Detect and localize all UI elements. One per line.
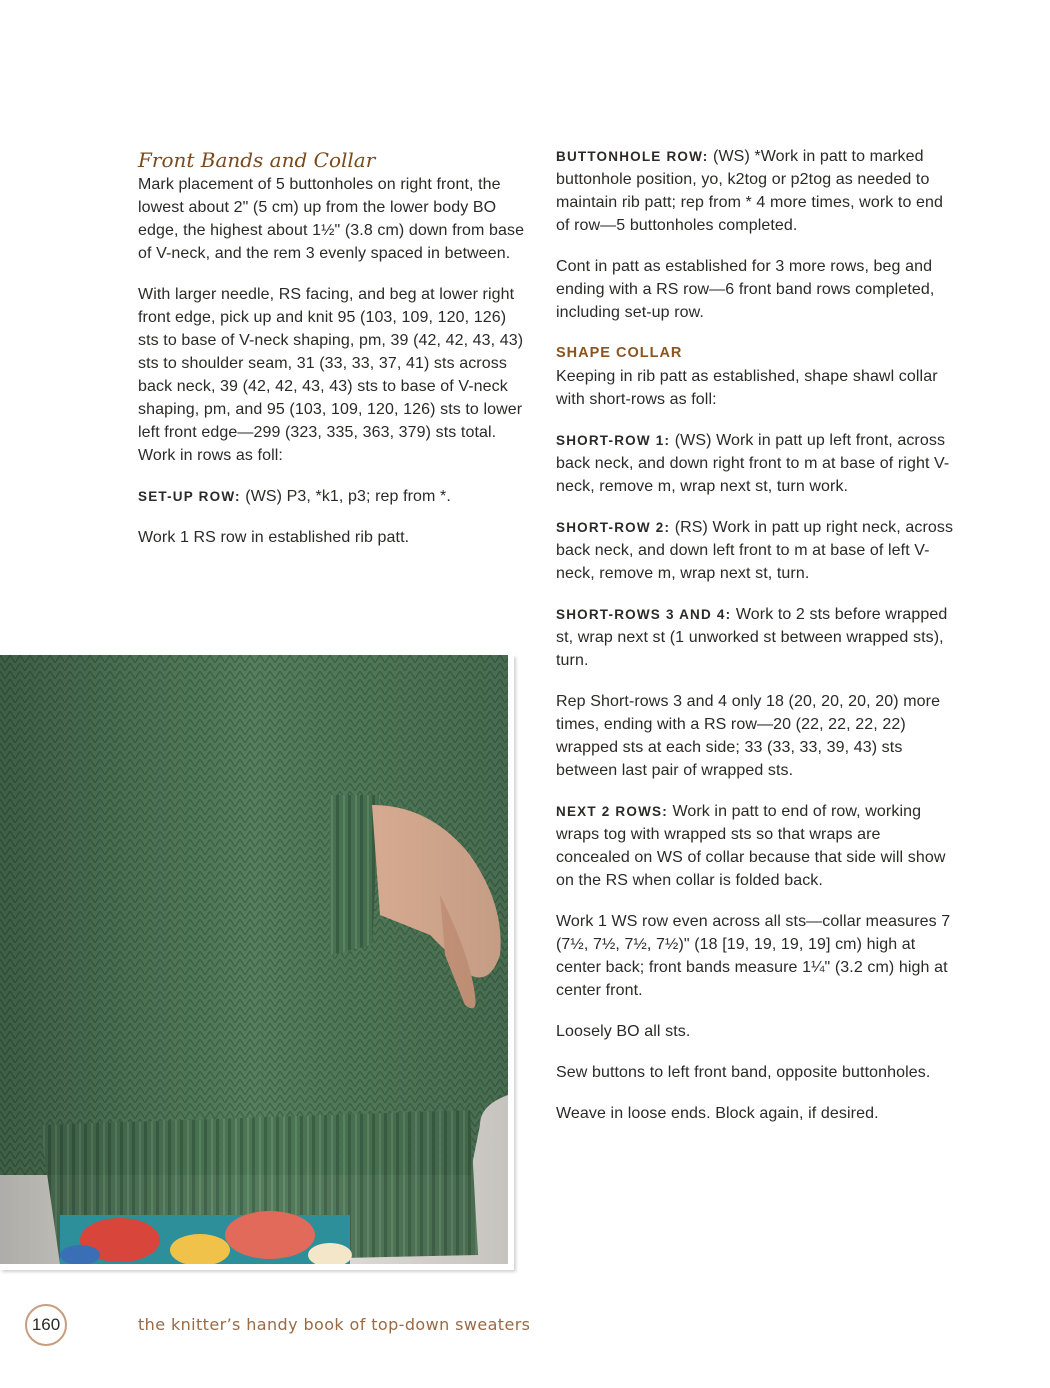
floral-pants <box>60 1211 352 1264</box>
paragraph-ws-row: Work 1 WS row even across all sts—collar measures 7 (7½, 7½, 7½, 7½)" (18 [19, 19, 19, 19] cm) high at center back; front bands measure 1¼" (3.2 cm) high at center front. <box>556 913 951 999</box>
paragraph-short-row-2 <box>556 516 956 585</box>
paragraph-repeat: Rep Short-rows 3 and 4 only 18 (20, 20, 20, 20) more times, ending with a RS row—20 (22, 22, 22, 22) wrapped sts at each side; 33 (33, 33, 39, 43) sts between last pair of wrapped sts. <box>556 693 941 779</box>
next-2-rows-label: NEXT 2 ROWS: <box>556 804 668 819</box>
short-rows-3-4-label: SHORT-ROWS 3 AND 4: <box>556 607 732 622</box>
paragraph-sew-buttons: Sew buttons to left front band, opposite buttonholes. <box>556 1064 931 1081</box>
paragraph-buttonhole-placement: Mark placement of 5 buttonholes on right front, the lowest about 2" (5 cm) up from the lower body BO edge, the highest about 1½" (3.8 cm) down from base of V-neck, and the rem 3 evenly spaced in between. <box>138 176 525 262</box>
shape-collar-heading: SHAPE COLLAR <box>556 345 683 361</box>
paragraph-short-row-1 <box>556 429 956 498</box>
right-column <box>556 145 956 1143</box>
paragraph-rs-row: Work 1 RS row in established rib patt. <box>138 529 410 546</box>
setup-row-label: SET-UP ROW: <box>138 489 241 504</box>
sweater-photo-illustration <box>0 655 508 1264</box>
running-footer-title: the knitter’s handy book of top-down sweaters <box>138 1315 531 1334</box>
setup-row-text: (WS) P3, *k1, p3; rep from *. <box>240 488 451 505</box>
paragraph-buttonhole-row <box>556 145 956 237</box>
short-row-1-label: SHORT-ROW 1: <box>556 433 671 448</box>
buttonhole-row-label: BUTTONHOLE ROW: <box>556 149 709 164</box>
short-rows-3-4-text: Work to 2 sts before wrapped st, wrap next st (1 unworked st between wrapped sts), turn. <box>556 606 948 669</box>
photo-shading <box>0 655 508 1264</box>
paragraph-bind-off: Loosely BO all sts. <box>556 1023 691 1040</box>
paragraph-setup-row <box>138 485 530 508</box>
section-heading: Front Bands and Collar <box>138 148 376 172</box>
short-row-1-text: (WS) Work in patt up left front, across back neck, and down right front to m at base of right V-neck, remove m, wrap next st, turn work. <box>556 432 950 495</box>
paragraph-next-2-rows <box>556 800 956 892</box>
buttonhole-row-text: (WS) *Work in patt to marked buttonhole position, yo, k2tog or p2tog as needed to maintain rib patt; rep from * 4 more times, work to end of row—5 buttonholes completed. <box>556 148 943 234</box>
page-number: 160 <box>25 1304 67 1346</box>
paragraph-shape-collar: Keeping in rib patt as established, shape shawl collar with short-rows as foll: <box>556 368 938 408</box>
short-row-2-text: (RS) Work in patt up right neck, across back neck, and down left front to m at base of left V-neck, remove m, wrap next st, turn. <box>556 519 954 582</box>
sweater-photo <box>0 655 514 1270</box>
paragraph-short-rows-3-4 <box>556 603 956 672</box>
paragraph-pick-up: With larger needle, RS facing, and beg at lower right front edge, pick up and knit 95 (103, 109, 120, 126) sts to base of V-neck shaping, pm, 39 (42, 42, 43, 43) sts to shoulder seam, 31 (33, 33, 37, 41) sts across back neck, 39 (42, 42, 43, 43) sts to base of V-neck shaping, pm, and 95 (103, 109, 120, 126) sts to lower left front edge—299 (323, 335, 363, 379) sts total. Work in rows as foll: <box>138 286 524 464</box>
left-column <box>138 145 530 567</box>
paragraph-continue: Cont in patt as established for 3 more rows, beg and ending with a RS row—6 front band rows completed, including set-up row. <box>556 258 935 321</box>
short-row-2-label: SHORT-ROW 2: <box>556 520 671 535</box>
next-2-rows-text: Work in patt to end of row, working wraps tog with wrapped sts so that wraps are concealed on WS of collar because that side will show on the RS when collar is folded back. <box>556 803 946 889</box>
paragraph-weave-ends: Weave in loose ends. Block again, if desired. <box>556 1105 879 1122</box>
